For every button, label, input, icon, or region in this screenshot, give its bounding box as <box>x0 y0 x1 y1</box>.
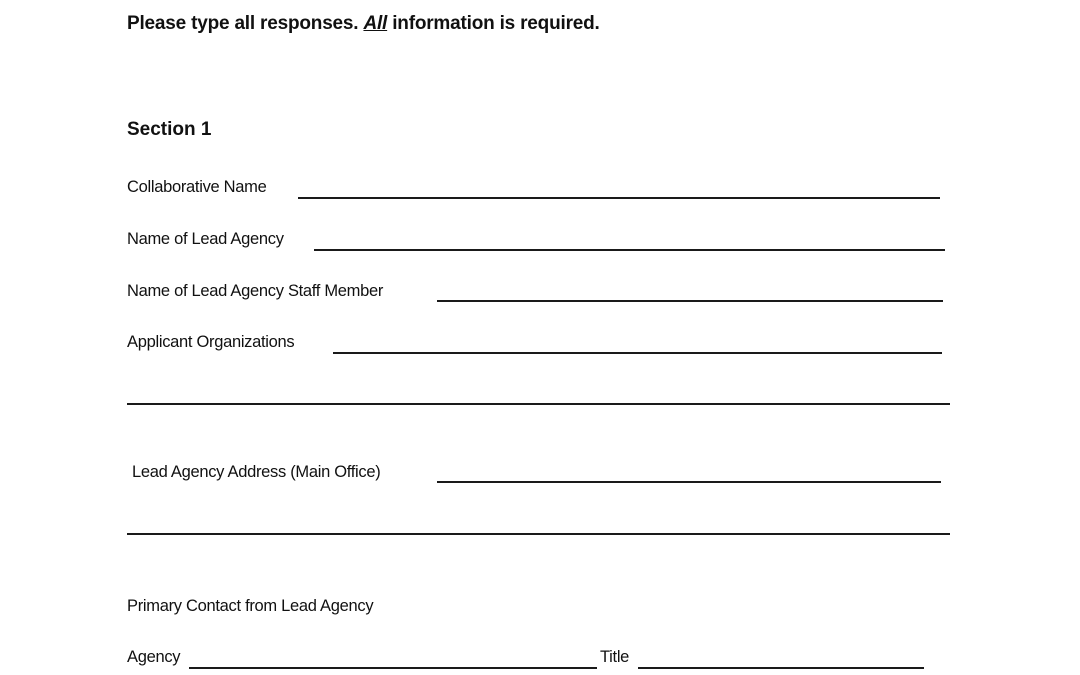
instructions-emphasis: All <box>363 13 388 34</box>
applicant-orgs-field-line-2[interactable] <box>127 403 950 405</box>
lead-agency-address-field[interactable] <box>437 481 941 483</box>
lead-agency-staff-label: Name of Lead Agency Staff Member <box>127 282 384 300</box>
instructions-prefix: Please type all responses. <box>127 13 364 34</box>
lead-agency-address-label: Lead Agency Address (Main Office) <box>132 463 381 481</box>
primary-contact-heading: Primary Contact from Lead Agency <box>127 597 374 615</box>
title-label: Title <box>600 648 630 666</box>
agency-field[interactable] <box>189 667 597 669</box>
agency-label: Agency <box>127 648 181 666</box>
applicant-orgs-label: Applicant Organizations <box>127 333 295 351</box>
applicant-orgs-field[interactable] <box>333 352 942 354</box>
title-field[interactable] <box>638 667 924 669</box>
collaborative-name-label: Collaborative Name <box>127 178 267 196</box>
lead-agency-field[interactable] <box>314 249 945 251</box>
instructions-suffix: information is required. <box>387 13 600 34</box>
collaborative-name-field[interactable] <box>298 197 940 199</box>
lead-agency-label: Name of Lead Agency <box>127 230 284 248</box>
instructions-text <box>127 13 600 35</box>
section-title: Section 1 <box>127 119 212 140</box>
lead-agency-address-field-line-2[interactable] <box>127 533 950 535</box>
lead-agency-staff-field[interactable] <box>437 300 943 302</box>
